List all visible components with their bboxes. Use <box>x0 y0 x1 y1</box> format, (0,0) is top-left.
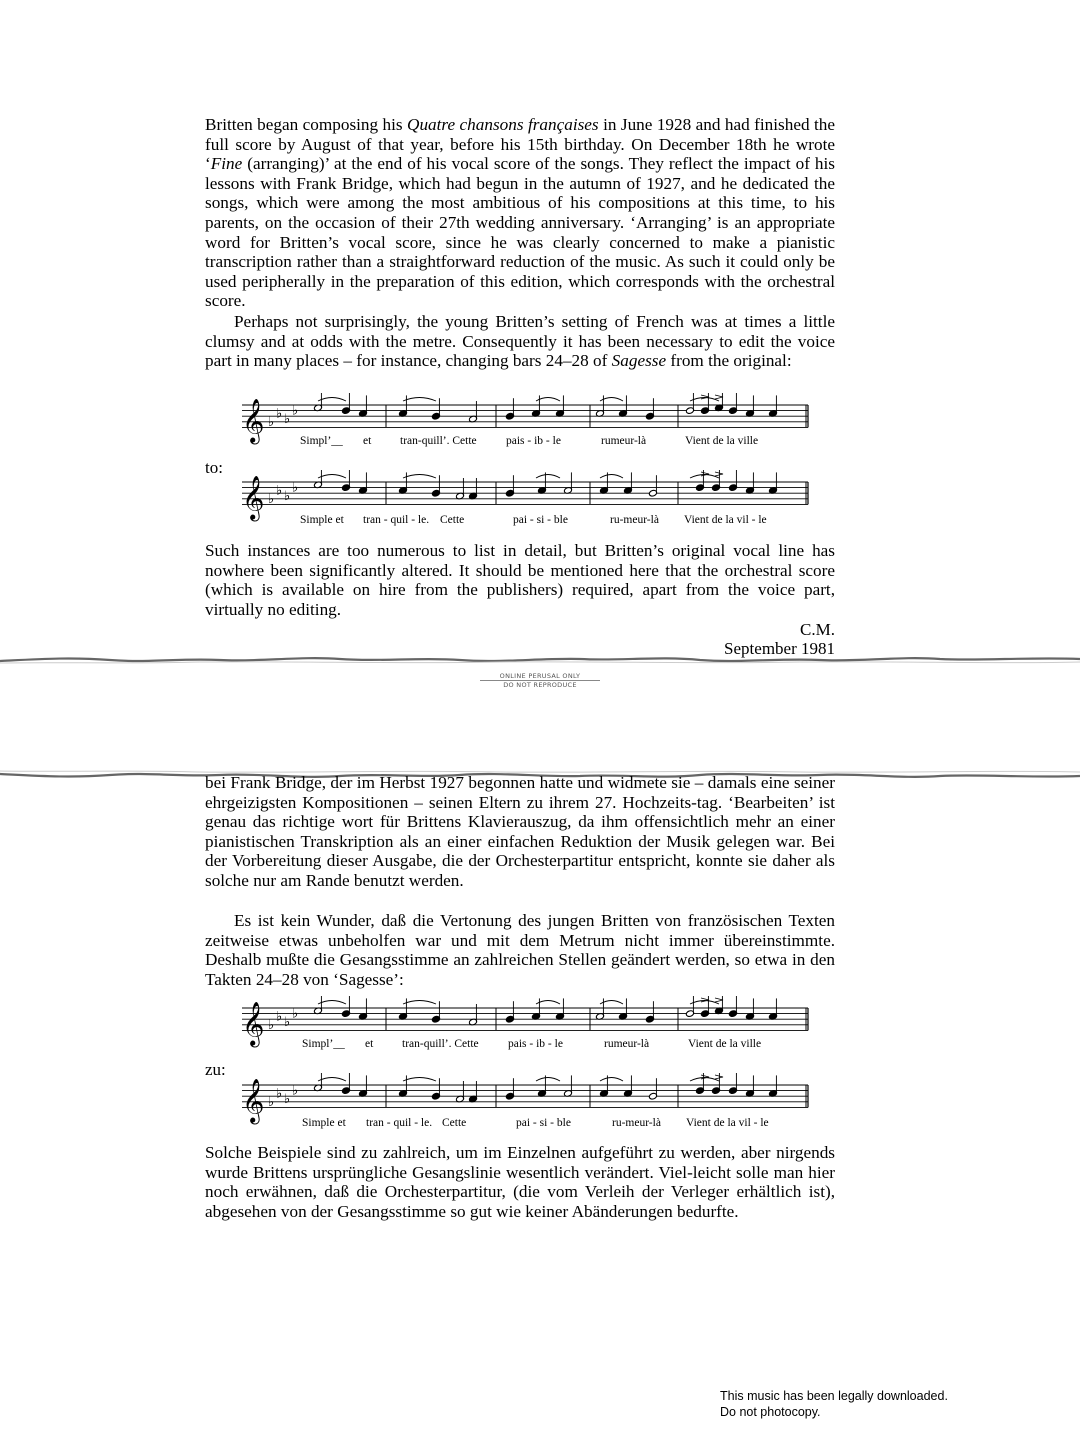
svg-text:♭: ♭ <box>268 414 275 430</box>
lyric-syllable: tran - quil - le. <box>363 514 430 526</box>
svg-text:♭: ♭ <box>284 1015 291 1030</box>
lyric-syllable: Simpl’__ <box>302 1038 345 1050</box>
svg-text:𝄞: 𝄞 <box>242 1078 265 1123</box>
lyric-syllable: pai - si - ble <box>516 1117 571 1129</box>
perusal-watermark <box>480 672 600 689</box>
lyric-syllable: tran - quil - le. <box>366 1117 433 1129</box>
lyric-syllable: pais - ib - le <box>508 1038 563 1050</box>
svg-text:♭: ♭ <box>268 1094 275 1110</box>
svg-text:♭: ♭ <box>268 491 275 507</box>
lyric-syllable: rumeur-là <box>601 435 647 447</box>
english-paragraph-1: Britten began composing his Quatre chansons françaises in June 1928 and had finished the full score by August of that year, before his 15th birthday. On December 18th he wrote ‘Fine (arranging)’ at the end of his vocal score of the songs. They reflect the impact of his lessons with Frank Bridge, which had begun in the autumn of 1927, and he dedicated the songs, which were among the most ambitious of his compositions at this time, to his parents, on the occasion of their 27th wedding anniversary. ‘Arranging’ is an appropriate word for Britten’s vocal score, since he was clearly concerned to make a pianistic transcription rather than a straightforward reduction of the music. As such it could only be used peripherally in the preparation of this edition, which corresponds with the orchestral score. <box>205 115 835 311</box>
lyric-syllable: Vient de la ville <box>688 1038 762 1050</box>
signature-date: September 1981 <box>724 639 835 658</box>
german-paragraph-2: Es ist kein Wunder, daß die Vertonung des jungen Britten von französischen Texten zeitweise etwas unbeholfen war und mit dem Metrum nicht immer übereinstimmte. Deshalb mußte die Gesangsstimme an zahlreichen Stellen geändert werden, so etwa in den Takten 24–28 von ‘Sagesse’: <box>205 911 835 989</box>
lyric-syllable: pais - ib - le <box>506 435 561 447</box>
lyric-syllable: Simple et <box>300 514 344 526</box>
english-paragraph-2: Perhaps not surprisingly, the young Britten’s setting of French was at times a little clumsy and at odds with the metre. Consequently it has been necessary to edit the voice part in many places – for instance, changing bars 24–28 of Sagesse from the original: <box>205 312 835 371</box>
lyric-syllable: et <box>365 1038 374 1050</box>
svg-text:♭: ♭ <box>292 1006 299 1022</box>
lyric-syllable: ru-meur-là <box>610 514 659 526</box>
download-notice-line-2: Do not photocopy. <box>720 1405 821 1419</box>
watermark-line-1: ONLINE PERUSAL ONLY <box>499 672 581 680</box>
download-notice <box>720 1388 948 1420</box>
lyric-syllable: ru-meur-là <box>612 1117 661 1129</box>
svg-text:♭: ♭ <box>292 480 299 496</box>
lyric-syllable: Vient de la vil - le <box>684 514 767 526</box>
lyric-syllable: tran-quill’. Cette <box>402 1038 479 1050</box>
german-paragraph-3: Solche Beispiele sind zu zahlreich, um im Einzelnen aufgeführt zu werden, aber nirgends wurde Brittens ursprüngliche Gesangslinie wesentlich verändert. Viel-leicht solle man hier noch erwähnen, daß die Orchesterpartitur, (die vom Verleih der Verleger erhältlich ist), abgesehen von der Gesangsstimme so gut wie keiner Abänderungen bedurfte. <box>205 1143 835 1221</box>
svg-text:♭: ♭ <box>276 483 283 499</box>
download-notice-line-1: This music has been legally downloaded. <box>720 1389 948 1403</box>
svg-text:♭: ♭ <box>284 412 291 427</box>
signature-initials: C.M. <box>800 620 835 639</box>
svg-text:♭: ♭ <box>292 403 299 419</box>
svg-text:♭: ♭ <box>276 1086 283 1102</box>
svg-text:𝄞: 𝄞 <box>242 398 265 443</box>
lyric-syllable: Vient de la ville <box>685 435 759 447</box>
to-label: to: <box>205 458 223 477</box>
torn-edge-top <box>0 652 1080 666</box>
lyric-syllable: et <box>363 435 372 447</box>
svg-text:𝄞: 𝄞 <box>242 1001 265 1046</box>
lyric-syllable: Vient de la vil - le <box>686 1117 769 1129</box>
svg-text:♭: ♭ <box>284 489 291 504</box>
svg-text:♭: ♭ <box>276 406 283 422</box>
watermark-line-2: DO NOT REPRODUCE <box>480 680 600 689</box>
german-paragraph-1: bei Frank Bridge, der im Herbst 1927 begonnen hatte und widmete sie – damals eine seiner ehrgeizigsten Kompositionen – seinen Eltern zu ihrem 27. Hochzeits-tag. ‘Bearbeiten’ ist genau das richtige wort für Brittens Klavierauszug, da ihm offensichtlich mehr an einer pianistischen Transkription als an einer einfachen Reduktion der Musik gelegen war. Bei der Vorbereitung dieser Ausgabe, die der Orchesterpartitur entspricht, konnte sie daher als solche nur am Rande benutzt werden. <box>205 773 835 890</box>
english-paragraph-3: Such instances are too numerous to list in detail, but Britten’s original vocal line has nowhere been significantly altered. It should be mentioned here that the orchestral score (which is available on hire from the publishers) required, apart from the voice part, virtually no editing. <box>205 541 835 619</box>
svg-text:♭: ♭ <box>268 1017 275 1033</box>
lyric-syllable: Simpl’__ <box>300 435 343 447</box>
lyric-syllable: tran-quill’. Cette <box>400 435 477 447</box>
svg-text:♭: ♭ <box>284 1092 291 1107</box>
lyric-syllable: Simple et <box>302 1117 346 1129</box>
svg-text:♭: ♭ <box>292 1083 299 1099</box>
svg-text:♭: ♭ <box>276 1009 283 1025</box>
lyric-syllable: Cette <box>440 514 465 526</box>
lyric-syllable: pai - si - ble <box>513 514 568 526</box>
lyric-syllable: rumeur-là <box>604 1038 650 1050</box>
to-label-german: zu: <box>205 1060 226 1079</box>
svg-text:𝄞: 𝄞 <box>242 475 265 520</box>
lyric-syllable: Cette <box>442 1117 467 1129</box>
